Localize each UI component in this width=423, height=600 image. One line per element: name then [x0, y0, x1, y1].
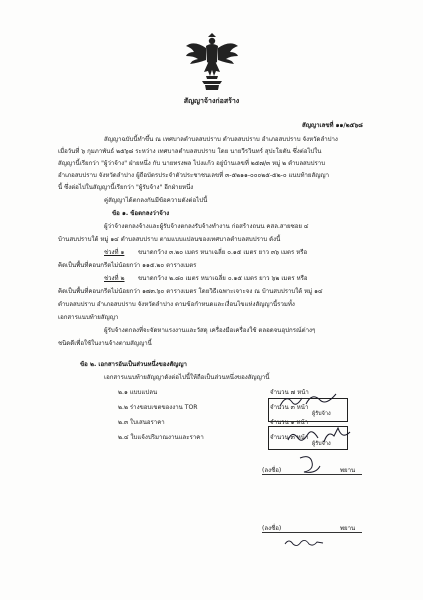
- contractor-label: ผู้รับจ้าง: [312, 411, 331, 417]
- sign-label: (ลงชื่อ): [262, 467, 282, 474]
- phase1-line: ขนาดกว้าง ๓.๒๐ เมตร หนาเฉลี่ย ๐.๑๕ เมตร ยาว ๓๖ เมตร หรือ: [138, 249, 308, 256]
- attachment-label: ๒.๔ ใบแจ้งปริมาณงานและราคา: [118, 434, 204, 441]
- phase1-label: ช่วงที่ ๑: [104, 249, 125, 256]
- clause1-line: ผู้ว่าจ้างตกลงจ้างและผู้รับจ้างตกลงรับจ้างทำงาน ก่อสร้างถนน คสล.สายซอย ๔: [104, 223, 309, 230]
- intro-line: สัญญานี้เรียกว่า "ผู้ว่าจ้าง" ฝ่ายหนึ่ง กับ นายทรงพล ไปงแก้ว อยู่บ้านเลขที่ ๒๕๗/๓ หมู่ ๒ ตำบลสบปราบ: [58, 160, 326, 167]
- intro-line: คู่สัญญาได้ตกลงกันมีข้อความดังต่อไปนี้: [104, 197, 208, 204]
- phase2-line: เอกสารแนบท้ายสัญญา: [58, 314, 119, 321]
- document-title: สัญญาจ้างก่อสร้าง: [183, 97, 240, 105]
- intro-line: เมื่อวันที่ ๖ กุมภาพันธ์ ๒๕๖๘ ระหว่าง เทศบาลตำบลสบปราบ โดย นายวีรวินทร์ สุปะโยตัน ซึ่งต่อไปใน: [58, 148, 322, 155]
- attachment-count: จำนวน ๑ หน้า: [270, 419, 309, 426]
- contract-number: สัญญาเลขที่ ๑๑/๒๕๖๘: [302, 122, 363, 129]
- garuda-emblem-icon: [184, 32, 240, 92]
- attachment-count: จำนวน ๓ หน้า: [270, 404, 309, 411]
- witness-label: พยาน: [340, 525, 356, 532]
- phase2-line: ตำบลสบปราบ อำเภอสบปราบ จังหวัดลำปาง ตามข้อกำหนดและเงื่อนไขแห่งสัญญานี้รวมทั้ง: [58, 301, 295, 308]
- witness-label: พยาน: [340, 467, 356, 474]
- clause1-closing-line: ชนิดดีเพื่อใช้ในงานจ้างตามสัญญานี้: [58, 340, 152, 347]
- phase2-label: ช่วงที่ ๒: [104, 275, 125, 282]
- contractor-label: ผู้รับจ้าง: [312, 441, 331, 447]
- phase1-line: คิดเป็นพื้นที่คอนกรีตไม่น้อยกว่า ๑๑๕.๒๐ ตารางเมตร: [58, 262, 197, 269]
- intro-line: นี้ ซึ่งต่อไปในสัญญานี้เรียกว่า "ผู้รับจ้าง" อีกฝ่ายหนึ่ง: [58, 184, 194, 191]
- sign-label: (ลงชื่อ): [262, 525, 282, 532]
- phase2-line: คิดเป็นพื้นที่คอนกรีตไม่น้อยกว่า ๑๗๓.๖๐ ตารางเมตร โดยวิธีเฉพาะเจาะจง ณ บ้านสบปราบใต้ หมู่ ๑๔: [58, 288, 323, 295]
- clause2-intro: เอกสารแนบท้ายสัญญาดังต่อไปนี้ให้ถือเป็นส่วนหนึ่งของสัญญานี้: [104, 374, 270, 381]
- clause1-heading: ข้อ ๑. ข้อตกลงว่าจ้าง: [112, 210, 170, 217]
- intro-line: อำเภอสบปราบ จังหวัดลำปาง ผู้ถือบัตรประจำตัวประชาชนเลขที่ ๓-๕๒๑๑-๐๐๐๒๕-๕๒-๐ แนบท้ายสัญญา: [58, 172, 330, 179]
- handwritten-name-icon: [282, 534, 326, 550]
- attachment-label: ๒.๓ ใบเสนอราคา: [118, 419, 165, 426]
- clause1-closing-line: ผู้รับจ้างตกลงที่จะจัดหาแรงงานและวัสดุ เครื่องมือเครื่องใช้ ตลอดจนอุปกรณ์ต่างๆ: [104, 327, 316, 334]
- intro-line: สัญญาฉบับนี้ทำขึ้น ณ เทศบาลตำบลสบปราบ ตำบลสบปราบ อำเภอสบปราบ จังหวัดลำปาง: [104, 136, 338, 143]
- handwritten-witness-icon: [294, 452, 324, 478]
- attachment-label: ๒.๒ ร่างขอบเขตของงาน TOR: [118, 404, 198, 411]
- clause1-line: บ้านสบปราบใต้ หมู่ ๑๔ ตำบลสบปราบ ตามแบบแปลนของเทศบาลตำบลสบปราบ ดังนี้: [58, 236, 281, 243]
- attachment-count: จำนวน ๓ หน้า: [270, 434, 309, 441]
- handwritten-signature-icon: [284, 424, 356, 448]
- clause2-heading: ข้อ ๒. เอกสารอันเป็นส่วนหนึ่งของสัญญา: [80, 361, 187, 368]
- handwritten-initial-icon: [276, 388, 346, 414]
- attachment-label: ๒.๑ แบบแปลน: [118, 389, 158, 396]
- phase2-line: ขนาดกว้าง ๒.๘๐ เมตร หนาเฉลี่ย ๐.๑๕ เมตร ยาว ๖๒ เมตร หรือ: [138, 275, 308, 282]
- attachment-count: จำนวน ๗ หน้า: [270, 389, 309, 396]
